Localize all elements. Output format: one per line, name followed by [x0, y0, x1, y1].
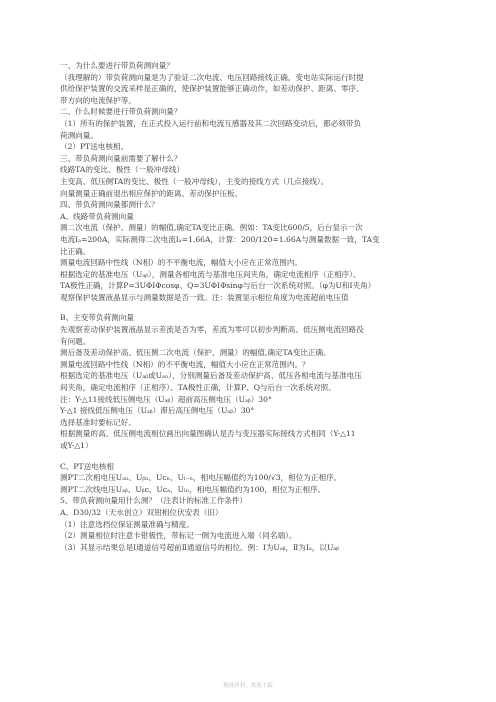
text-line: 或Y-△1） — [60, 441, 93, 450]
text-line: 选择基准时要标记好。 — [60, 417, 136, 427]
text-line: （3）其显示结果总是Ⅰ通道信号超前Ⅱ通道信号的相位。例：Ⅰ为Uₐᵦ，Ⅱ为Iₐ，以Uₐᵦ — [60, 542, 340, 552]
text-line: 根据测量的高、低压侧电流相位画出向量图确认是否与变压器实际接线方式相同（Y-△11 — [60, 429, 356, 439]
blank-line — [60, 303, 440, 312]
text-line: （2）PT送电核相。 — [60, 142, 129, 152]
text-line: 5、带负荷测向量用什么测？（注表计的标准工作条件） — [60, 496, 248, 506]
text-line: 一、为什么要进行带负荷测向量？ — [60, 61, 174, 70]
text-line: 间夹角，确定电流相序（正相序）、TA极性正确，计算P、Q与后台一次系统对照。 — [60, 383, 336, 393]
text-line: 有问题。 — [60, 336, 91, 346]
text-line: A、D30/32（天水创立）双钳相位伏安表（旧） — [60, 507, 223, 517]
text-line: A、线路带负荷测向量 — [60, 211, 134, 221]
header-mark: · — [88, 46, 90, 52]
document-body — [60, 60, 440, 553]
text-line: 测量电流回路中性线（N相）的不平衡电流，幅值大小应在正常范围内。？ — [60, 359, 310, 369]
text-line: （1）所有的保护装置，在正式投入运行前和电流互感器及其二次回路变动后，都必须带负 — [60, 118, 361, 128]
text-line: 向量测量正确前退出相应保护的距离、差动保护压板。 — [60, 188, 243, 198]
text-line: 观察保护装置液晶显示与测量数据是否一致。注：装置显示相位角度为电流超前电压值 — [60, 292, 349, 302]
text-line: TA极性正确，计算P=3UΦIΦcosφ、Q=3UΦIΦsinφ与后台一次系统对照。（φ为U和I夹角） — [60, 281, 376, 291]
text-line: 二、什么时候要进行带负荷测向量？ — [60, 107, 182, 117]
text-line: 比正确。 — [60, 246, 91, 256]
text-line: （我理解的）带负荷测向量是为了验证二次电流、电压回路接线正确，变电站实际运行时提 — [60, 72, 364, 82]
text-line: 测量电流回路中性线（N相）的不平衡电流，幅值大小应在正常范围内。 — [60, 258, 303, 268]
text-line: 测后备及差动保护高、低压侧二次电流（保护、测量）的幅值,确定TA变比正确。 — [60, 348, 331, 358]
text-line: 电流Iₐ=200A，实际测得二次电流Iₐ=1.66A，计算：200/120=1.66A与测量数据一致，TA变 — [60, 234, 380, 244]
footer-watermark: 精选资料，欢迎下载 — [223, 683, 273, 689]
blank-line — [60, 452, 440, 461]
text-line: 先观察差动保护装置液晶显示差流是否为零，差流为零可以初步判断高、低压侧电流回路没 — [60, 325, 364, 335]
text-line: 主变高、低压侧TA的变比、极性（一般冲母线），主变的接线方式（几点接线）。 — [60, 176, 329, 186]
text-line: 根据选定的基准电压（Uₐᵦ），测量各相电流与基准电压间夹角，确定电流相序（正相序）、 — [60, 269, 361, 279]
text-line: 注：Y-△11接线低压侧电压（Uₐᵦ）超前高压侧电压（Uₐᵦ）30° — [60, 394, 272, 404]
text-line: 测二次电流（保护、测量）的幅值,确定TA变比正确。例如：TA变比600/5，后台显示一次 — [60, 223, 363, 233]
text-line: 三、带负荷测向量前需要了解什么？ — [60, 153, 182, 163]
text-line: C、PT送电核相 — [60, 461, 114, 471]
text-line: Y-△1 接线低压侧电压（Uₐᵦ）滞后高压侧电压（Uₐᵦ）30° — [60, 406, 255, 416]
text-line: 带方向的电流保护等。 — [60, 95, 136, 105]
text-line: 根据选定的基准电压（Uₐᵦ或Uₐₙ），分别测量后备及差动保护高、低压各相电流与基准电压 — [60, 371, 362, 381]
text-line: B、主变带负荷测向量 — [60, 313, 134, 323]
text-line: （1）注意选档位保证测量准确与精度。 — [60, 519, 194, 529]
text-line: （2）测量相位时注意卡钳极性，带标记一侧为电流进入端（同名端）。 — [60, 531, 297, 541]
text-line: 四、带负荷测向量都测什么？ — [60, 200, 159, 210]
text-line: 测PT二次线电压Uₐᵦ、Uᵦᴄ、Uᴄₐ、Uₗₙ，相电压幅值约为100，相位为正相序。 — [60, 484, 326, 494]
text-line: 测PT二次相电压Uₐₙ、Uᵦₙ、Uᴄₙ、Uₗ₋ₙ，相电压幅值约为100/√3，相位为正相序。 — [60, 473, 342, 483]
text-line: 线路TA的变比、极性（一般冲母线） — [60, 165, 185, 175]
text-line: 荷测向量。 — [60, 130, 98, 140]
text-line: 供给保护装置的交流采样是正确的，使保护装置能够正确动作，如差动保护、距离、零序、 — [60, 84, 364, 94]
